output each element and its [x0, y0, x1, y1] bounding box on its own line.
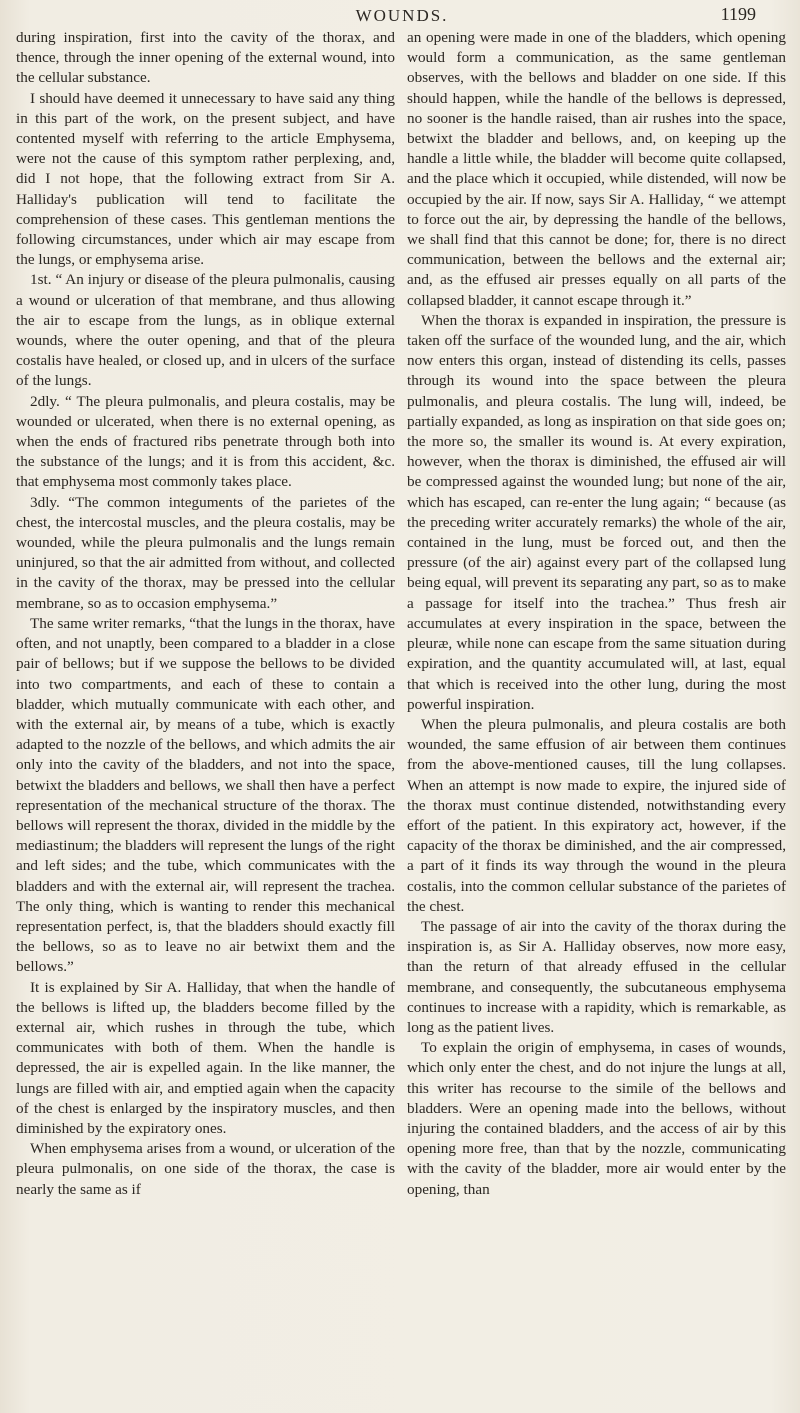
left-column [16, 28, 395, 1200]
continued-paragraph: an opening were made in one of the bladders, which opening would form a communication, as the same gentleman observes, with the bellows and bladder on one side. If this should happen, while the handle of the bellows is depressed, no sooner is the handle raised, than air rushes into the space, betwixt the bladder and bellows, and, on keeping up the handle a little while, the bladder will become quite collapsed, and the place which it occupied, while distended, will now be occupied by the air. If now, says Sir A. Halliday, “ we attempt to force out the air, by depressing the handle of the bellows, we shall find that this cannot be done; for, there is no direct communication, between the bellows and the external air; and, as the effused air presses equally on all parts of the collapsed bladder, it cannot escape through it.” [407, 29, 786, 309]
page-number: 1199 [720, 4, 756, 24]
paragraph: The same writer remarks, “that the lungs in the thorax, have often, and not unaptly, been compared to a bladder in a close pair of bellows; but if we suppose the bellows to be divided into two compartments, and each of these to contain a bladder, which mutually communicate with each other, and with the external air, by means of a tube, which is exactly adapted to the nozzle of the bellows, and which admits the air only into the cavity of the bladders, and not into the space, betwixt the bladders and bellows, we shall then have a perfect representation of the mechanical structure of the thorax. The bellows will represent the thorax, divided in the middle by the mediastinum; the bladders will represent the lungs of the right and left sides; and the tube, which communicates with the bladders and with the external air, will represent the trachea. The only thing, which is wanting to render this mechanical representation perfect, is, that the bladders should exactly fill the bellows, so as to leave no air betwixt them and the bellows.” [16, 614, 395, 976]
paragraph: 2dly. “ The pleura pulmonalis, and pleura costalis, may be wounded or ulcerated, when there is no external opening, as when the ends of fractured ribs penetrate through both into the substance of the lungs; and it is from this accident, &c. that emphysema most commonly takes place. [16, 392, 395, 491]
running-head: WOUNDS. [355, 6, 449, 25]
paragraph: To explain the origin of emphysema, in cases of wounds, which only enter the chest, and do not injure the lungs at all, this writer has recourse to the simile of the bellows and bladders. Were an opening made into the bellows, without injuring the contained bladders, and the access of air by this opening more free, than that by the nozzle, communicating with the cavity of the bladder, more air would enter by the opening, than [407, 1039, 786, 1198]
paragraph: When the pleura pulmonalis, and pleura costalis are both wounded, the same effusion of air between them continues from the above-mentioned causes, till the lung collapses. When an attempt is now made to expire, the injured side of the thorax must continue distended, notwithstanding every effort of the patient. In this expiratory act, however, if the capacity of the thorax be diminished, and the air compressed, a part of it finds its way through the wound in the pleura costalis, into the common cellular substance of the parietes of the chest. [407, 715, 786, 915]
paragraph: 3dly. “The common integuments of the parietes of the chest, the intercostal muscles, and the pleura costalis, may be wounded, while the pleura pulmonalis and the lungs remain uninjured, so that the air admitted from without, and collected in the cavity of the thorax, may be pressed into the cellular membrane, so as to occasion emphysema.” [16, 493, 395, 612]
paragraph: The passage of air into the cavity of the thorax during the inspiration is, as Sir A. Halliday observes, now more easy, than the return of that already effused in the cellular membrane, and consequently, the subcutaneous emphysema continues to increase with a rapidity, which is remarkable, as long as the patient lives. [407, 917, 786, 1036]
paragraph: I should have deemed it unnecessary to have said any thing in this part of the work, on the present subject, and have contented myself with referring to the article Emphysema, were not the cause of this symptom rather perplexing, and, did I not hope, that the following extract from Sir A. Halliday's publication will tend to facilitate the comprehension of these cases. This gentleman mentions the following circumstances, under which air may escape from the lungs, or emphysema arise. [16, 89, 395, 269]
paragraph: When emphysema arises from a wound, or ulceration of the pleura pulmonalis, on one side of the thorax, the case is nearly the same as if [16, 1140, 395, 1198]
page-header [18, 4, 786, 30]
text-columns [16, 28, 786, 1200]
continued-paragraph: during inspiration, first into the cavity of the thorax, and thence, through the inner opening of the external wound, into the cellular substance. [16, 29, 395, 87]
paragraph: 1st. “ An injury or disease of the pleura pulmonalis, causing a wound or ulceration of that membrane, and thus allowing the air to escape from the lungs, as in oblique external wounds, where the outer opening, and that of the pleura costalis have healed, or closed up, and in ulcers of the surface of the lungs. [16, 271, 395, 390]
right-column [407, 28, 786, 1200]
paragraph: It is explained by Sir A. Halliday, that when the handle of the bellows is lifted up, the bladders become filled by the external air, which rushes in through the tube, which communicates with both of them. When the handle is depressed, the air is expelled again. In the like manner, the lungs are filled with air, and emptied again when the capacity of the chest is enlarged by the inspiratory muscles, and then diminished by the expiratory ones. [16, 978, 395, 1137]
paragraph: When the thorax is expanded in inspiration, the pressure is taken off the surface of the wounded lung, and the air, which now enters this organ, instead of distending its cells, passes through its wound into the space between the pleura pulmonalis, and pleura costalis. The lung will, indeed, be partially expanded, as long as inspiration on that side goes on; the more so, the smaller its wound is. At every expiration, however, when the thorax is diminished, the effused air will be compressed against the wounded lung; but none of the air, which has escaped, can re-enter the lung again; “ because (as the preceding writer accurately remarks) the whole of the air, contained in the lung, must be forced out, and then the pressure (of the air) against every part of the collapsed lung being equal, will prevent its separating any part, so as to make a passage for itself into the trachea.” Thus fresh air accumulates at every inspiration in the space, between the pleuræ, while none can escape from the same situation during expiration, and the quantity accumulated will, at last, equal that which is received into the other lung, during the most powerful inspiration. [407, 311, 786, 713]
